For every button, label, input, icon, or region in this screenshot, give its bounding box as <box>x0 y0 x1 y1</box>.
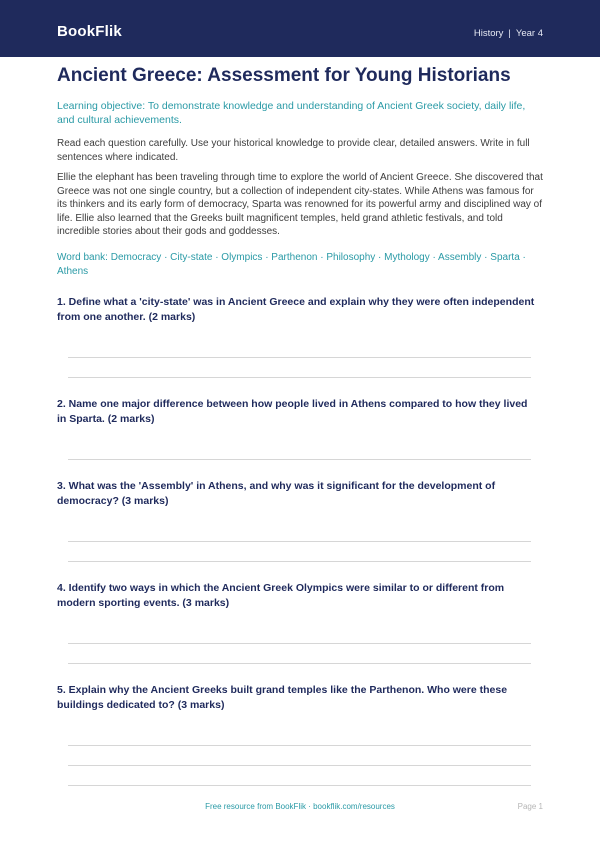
question-1: 1. Define what a 'city-state' was in Ancient Greece and explain why they were often independent from one another. (2 marks) <box>57 296 535 323</box>
answer-line[interactable] <box>68 357 531 358</box>
learning-objective: Learning objective: To demonstrate knowledge and understanding of Ancient Greek society, daily life, and cultural achievements. <box>57 100 526 126</box>
answer-line[interactable] <box>68 541 531 542</box>
intro-passage: Ellie the elephant has been traveling through time to explore the world of Ancient Greece. She discovered that Greece was not one single country, but a collection of independent city-states. While Athens was famous for its thinkers and its early form of democracy, Sparta was renowned for its powerful army and disciplined way of life. Ellie also learned that the Greeks built magnificent temples, held grand athletic festivals, and told incredible stories about their gods and goddesses. <box>57 172 543 237</box>
answer-line[interactable] <box>68 377 531 378</box>
instructions-text: Read each question carefully. Use your historical knowledge to provide clear, detailed answers. Write in full sentences where indicated. <box>57 138 530 163</box>
answer-line[interactable] <box>68 663 531 664</box>
answer-line[interactable] <box>68 745 531 746</box>
breadcrumb-separator: | <box>508 28 511 39</box>
page-number: Page 1 <box>517 802 543 811</box>
brand-logo: BookFlik <box>57 23 122 40</box>
question-4: 4. Identify two ways in which the Ancient Greek Olympics were similar to or different from modern sporting events. (3 marks) <box>57 582 505 609</box>
word-bank: Word bank: Democracy · City-state · Olympics · Parthenon · Philosophy · Mythology · Assembly · Sparta · Athens <box>57 252 526 277</box>
answer-line[interactable] <box>68 785 531 786</box>
page-header <box>0 0 600 57</box>
answer-line[interactable] <box>68 765 531 766</box>
answer-line[interactable] <box>68 459 531 460</box>
answer-line[interactable] <box>68 643 531 644</box>
footer-text: Free resource from BookFlik · bookflik.com/resources <box>205 802 395 811</box>
subject-breadcrumb <box>474 28 543 39</box>
subject-label: History <box>473 28 504 39</box>
question-5: 5. Explain why the Ancient Greeks built grand temples like the Parthenon. Who were these buildings dedicated to? (3 marks) <box>57 684 508 711</box>
answer-line[interactable] <box>68 561 531 562</box>
page-title: Ancient Greece: Assessment for Young Historians <box>57 65 511 86</box>
year-label: Year 4 <box>515 28 543 39</box>
question-2: 2. Name one major difference between how people lived in Athens compared to how they lived in Sparta. (2 marks) <box>57 398 528 425</box>
question-3: 3. What was the 'Assembly' in Athens, and why was it significant for the development of democracy? (3 marks) <box>57 480 496 507</box>
